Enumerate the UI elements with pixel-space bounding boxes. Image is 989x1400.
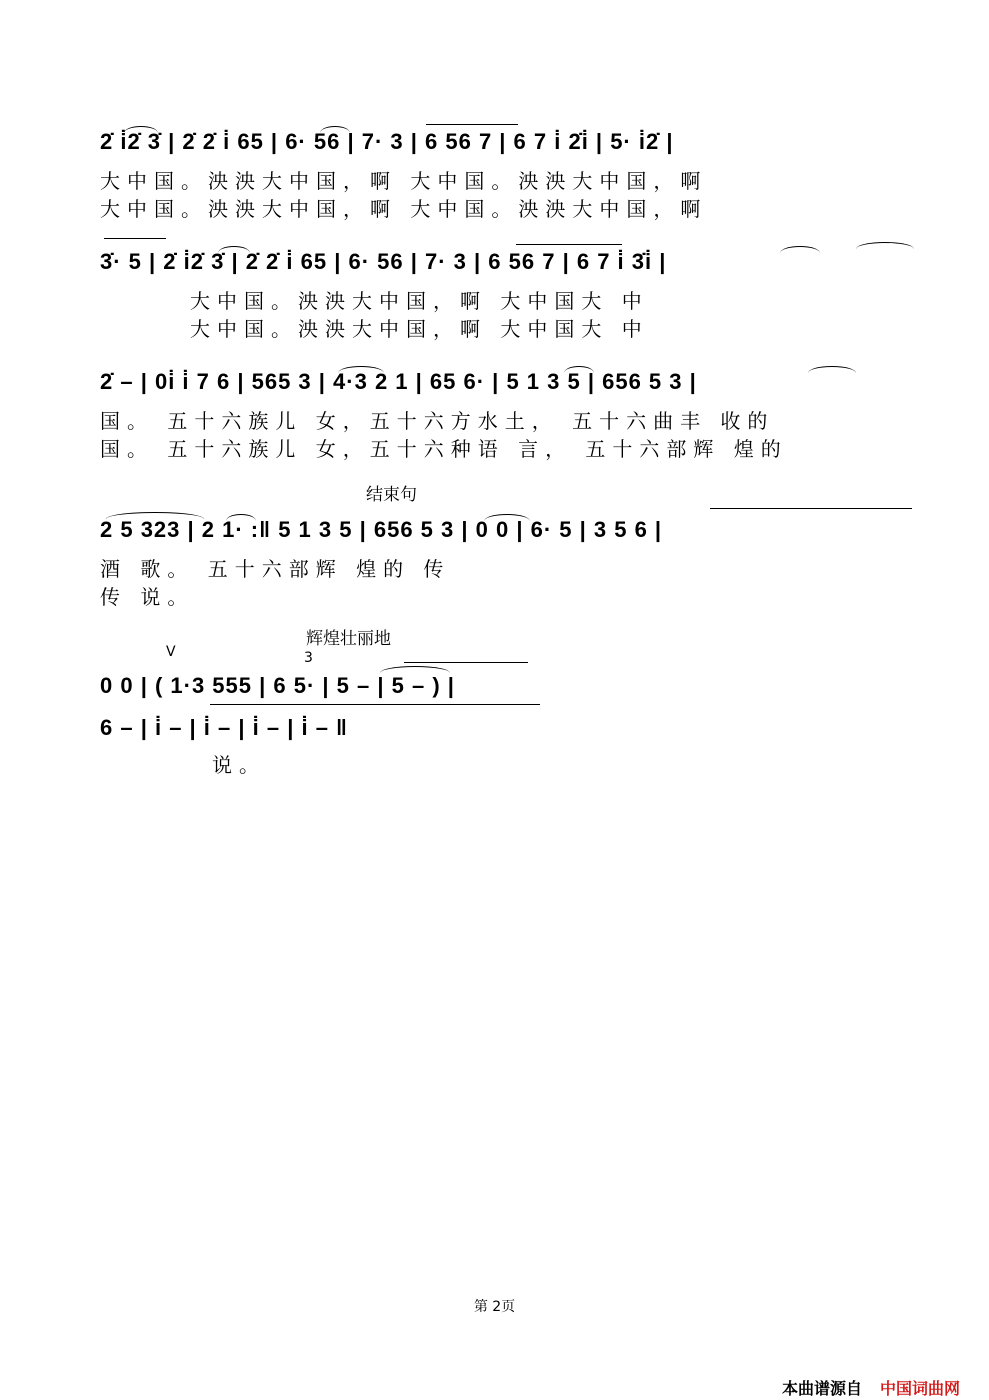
breath-mark: V [166,644,176,660]
slur [338,366,384,373]
lyric-verse-1: 酒 歌。 五十六部辉 煌的 传 [100,557,451,581]
tie-line [104,238,166,239]
tie-line [210,704,540,705]
lyric-verse-2: 大中国。泱泱大中国，啊 大中国大 中 [190,317,649,341]
lyric-verse-1: 说。 [212,753,266,777]
tie-line [516,244,622,245]
slur [780,246,820,253]
notation-row: 2̇ i̇2̇ 3̇ | 2̇ 2̇ i̇ 65 | 6· 56 | 7· 3 | 6 56 7 | 6 7 i̇ 2̇i̇ | 5· i̇2̇ | [100,129,674,154]
notation-row: 2 5 323 | 2 1· :‖ 5 1 3 5 | 656 5 3 | 0 0 | 6· 5 | 3 5 6 | [100,517,663,542]
source-site-link[interactable]: 中国词曲网 [880,1379,961,1398]
notation-row-upper: 0 0 | ( 1·3 555 | 6 5· | 5 – | 5 – ) | [100,673,455,698]
notation-row: 2̇ – | 0i̇ i̇ 7 6 | 565 3 | 4·3 2 1 | 65 6· | 5 1 3 5 | 656 5 3 | [100,369,697,394]
slur [380,666,450,673]
slur [320,126,350,133]
lyric-verse-2: 大中国。泱泱大中国，啊 大中国。泱泱大中国，啊 [100,197,708,221]
lyric-verse-1: 大中国。泱泱大中国，啊 大中国大 中 [190,289,649,313]
lyric-verse-1: 大中国。泱泱大中国，啊 大中国。泱泱大中国，啊 [100,169,708,193]
section-label-expression: 辉煌壮丽地 [306,629,391,649]
source-credit [782,1376,960,1399]
lyric-verse-1: 国。 五十六族儿 女，五十六方水土， 五十六曲丰 收的 [100,409,775,433]
tie-line [426,124,518,125]
slur [808,366,856,373]
page-number: 第 2页 [473,1299,516,1315]
notation-row: 3̇· 5 | 2̇ i̇2̇ 3̇ | 2̇ 2̇ i̇ 65 | 6· 56 | 7· 3 | 6 56 7 | 6 7 i̇ 3̇i̇ | [100,249,667,274]
notation-row-lower: 6 – | i̇ – | i̇ – | i̇ – | i̇ – ‖ [100,715,349,740]
section-label-ending: 结束句 [366,485,417,505]
slur [226,514,256,521]
tie-line [404,662,528,663]
slur [218,246,250,253]
slur [564,366,594,373]
triplet-mark: 3 [304,650,313,666]
slur [124,126,158,133]
source-label: 本曲谱源自 [782,1379,863,1398]
lyric-verse-2: 传 说。 [100,585,195,609]
lyric-verse-2: 国。 五十六族儿 女，五十六种语 言， 五十六部辉 煌的 [100,437,788,461]
slur [856,242,914,249]
slur [484,514,530,521]
tie-line [710,508,912,509]
slur [106,512,204,519]
